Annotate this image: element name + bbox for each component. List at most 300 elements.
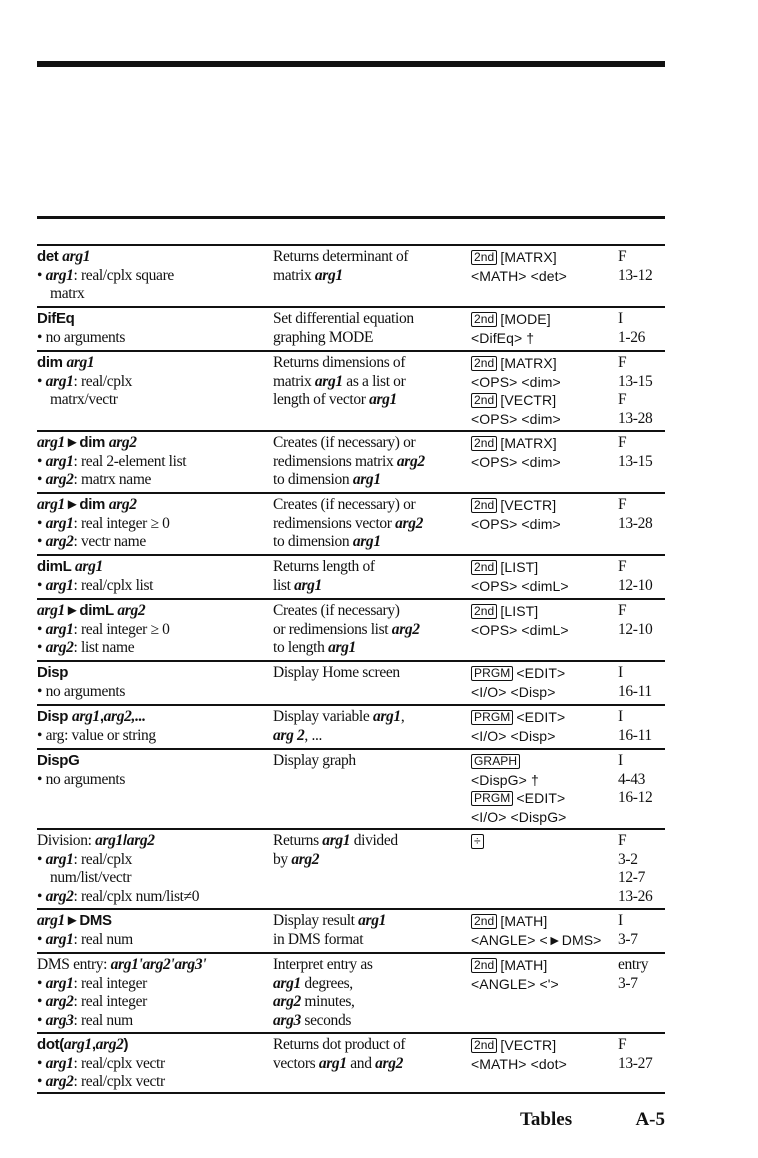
cell-text: arg1 — [314, 372, 343, 390]
cell-text: 13-26 — [618, 887, 653, 905]
calculator-key: PRGM — [471, 666, 513, 681]
cell-line — [618, 888, 652, 907]
cell-line — [37, 373, 132, 392]
cell-line — [471, 496, 561, 515]
calculator-key: 2nd — [471, 1038, 497, 1053]
table-row — [37, 748, 665, 828]
calculator-key: 2nd — [471, 356, 497, 371]
cell-text: ) — [123, 1036, 129, 1053]
cell-c1 — [37, 752, 125, 789]
cell-text: arg1 — [372, 708, 401, 725]
cell-text: vectors — [273, 1054, 319, 1072]
cell-text: / — [122, 832, 127, 849]
cell-line — [273, 391, 405, 410]
cell-text: : real/cplx num/list≠0 — [73, 887, 200, 905]
cell-line — [471, 931, 601, 950]
cell-text: arg1 — [322, 832, 351, 849]
cell-text: : real/cplx — [73, 372, 133, 390]
cell-c2 — [273, 1036, 405, 1073]
cell-line — [37, 558, 153, 577]
cell-line — [273, 1036, 405, 1055]
cell-c2 — [273, 496, 423, 552]
cell-line — [618, 373, 652, 392]
cell-text: • — [37, 1011, 46, 1029]
cell-text: , — [91, 1036, 96, 1053]
calculator-key: 2nd — [471, 914, 497, 929]
cell-text: arg2 — [103, 708, 132, 725]
cell-line — [618, 410, 652, 429]
cell-text: in DMS format — [273, 930, 364, 948]
cell-line — [273, 727, 404, 746]
cell-text: seconds — [300, 1011, 352, 1029]
cell-text: arg2 — [391, 620, 420, 638]
cell-c4 — [618, 248, 652, 285]
cell-line — [273, 248, 408, 267]
cell-text: <EDIT> — [516, 709, 566, 725]
cell-text: arg1'arg2'arg3' — [110, 956, 207, 973]
cell-text: • — [37, 850, 46, 868]
cell-text: • — [37, 639, 46, 656]
cell-text: <OPS> <dimL> — [471, 621, 569, 638]
cell-text: arg2 — [45, 533, 74, 550]
cell-line — [618, 789, 652, 808]
table-row — [37, 952, 665, 1032]
cell-text: : list name — [73, 639, 135, 656]
cell-line — [471, 975, 559, 994]
cell-text: arg2 — [108, 434, 137, 451]
calculator-key: 2nd — [471, 560, 497, 575]
calculator-key: PRGM — [471, 710, 513, 725]
cell-text: 16-11 — [618, 682, 652, 700]
cell-text: 13-12 — [618, 266, 653, 284]
cell-c4 — [618, 602, 652, 639]
cell-line — [273, 993, 373, 1012]
cell-text: dim — [37, 354, 67, 371]
cell-text: • — [37, 533, 46, 550]
calculator-key: 2nd — [471, 250, 497, 265]
cell-line — [471, 832, 487, 851]
cell-text: arg1 — [62, 248, 91, 265]
cell-text: arg 2 — [273, 726, 305, 744]
cell-c4 — [618, 310, 645, 347]
cell-c2 — [273, 434, 425, 490]
cell-line — [37, 639, 170, 658]
calculator-key: 2nd — [471, 312, 497, 327]
cell-line — [618, 453, 652, 472]
cell-line — [37, 888, 199, 907]
cell-text: Display variable — [273, 708, 373, 725]
cell-text: arg3 — [45, 1011, 74, 1029]
cell-text: arg2 — [95, 1036, 124, 1053]
cell-text: <OPS> <dim> — [471, 453, 561, 470]
cell-text: • — [37, 974, 46, 992]
cell-line — [273, 310, 414, 329]
cell-line — [273, 434, 425, 453]
cell-text: [VECTR] — [500, 392, 557, 408]
cell-line — [471, 267, 567, 286]
cell-line — [618, 956, 648, 975]
cell-c2 — [273, 558, 375, 595]
cell-text: : real/cplx vectr — [73, 1073, 165, 1090]
cell-text: • — [37, 266, 46, 284]
cell-line — [618, 869, 652, 888]
calculator-key: 2nd — [471, 436, 497, 451]
cell-text: Returns dimensions of — [273, 354, 406, 371]
cell-text: Returns — [273, 832, 323, 849]
cell-line — [618, 1055, 652, 1074]
cell-line — [618, 771, 652, 790]
cell-text: : real/cplx square — [73, 266, 174, 284]
table-row — [37, 704, 665, 748]
cell-line — [471, 434, 561, 453]
cell-text: arg1 — [45, 266, 74, 284]
cell-c2 — [273, 708, 404, 745]
cell-text: [MATRX] — [500, 249, 557, 265]
cell-text: arg2 — [45, 993, 74, 1010]
cell-line — [37, 1073, 165, 1092]
cell-line — [618, 664, 652, 683]
cell-text: [MATRX] — [500, 435, 557, 451]
cell-line — [273, 496, 423, 515]
cell-line — [618, 912, 638, 931]
cell-line — [471, 310, 551, 329]
cell-text: 16-12 — [618, 789, 653, 806]
cell-line — [618, 832, 652, 851]
cell-text: • — [37, 1073, 46, 1090]
cell-text: Display graph — [273, 752, 356, 769]
cell-text: Display result — [273, 912, 359, 929]
cell-text: 16-11 — [618, 726, 652, 744]
cell-line — [471, 577, 569, 596]
cell-text: Creates (if necessary) — [273, 602, 400, 619]
cell-text: Creates (if necessary) or — [273, 496, 416, 513]
cell-text: arg1 — [63, 1036, 92, 1053]
cell-text: arg1 — [45, 850, 74, 868]
cell-text: Division: — [37, 832, 96, 849]
cell-text: [MATH] — [500, 957, 548, 973]
cell-text: F — [618, 434, 627, 451]
cell-text: arg2 — [395, 514, 424, 532]
cell-c3 — [471, 354, 561, 428]
cell-c4 — [618, 664, 652, 701]
cell-text: entry — [618, 956, 649, 973]
cell-c1 — [37, 310, 125, 347]
cell-text: 13-15 — [618, 452, 653, 470]
cell-text: ►dimL — [64, 602, 118, 619]
cell-line — [37, 727, 156, 746]
table-row — [37, 306, 665, 350]
cell-line — [37, 912, 133, 931]
cell-line — [37, 602, 170, 621]
cell-line — [37, 683, 125, 702]
cell-line — [273, 931, 386, 950]
cell-c3 — [471, 664, 565, 701]
cell-text: as a list or — [342, 372, 406, 390]
cell-c4 — [618, 496, 652, 533]
cell-text: arg1 — [318, 1054, 347, 1072]
cell-text: <OPS> <dim> — [471, 410, 561, 427]
cell-line — [471, 1036, 567, 1055]
cell-text: <ANGLE> <►DMS> — [471, 931, 602, 948]
cell-text: Interpret entry as — [273, 956, 373, 973]
cell-text: Returns determinant of — [273, 248, 409, 265]
cell-text: I — [618, 664, 623, 681]
cell-text: : real/cplx — [73, 850, 133, 868]
cell-line — [618, 434, 652, 453]
cell-c1 — [37, 912, 133, 949]
table-row — [37, 598, 665, 660]
cell-text: 12-7 — [618, 869, 646, 886]
cell-line — [618, 752, 652, 771]
table-row — [37, 430, 665, 492]
cell-c1 — [37, 558, 153, 595]
cell-c3 — [471, 832, 487, 851]
cell-text: F — [618, 248, 627, 265]
cell-line — [273, 1012, 373, 1031]
cell-text: F — [618, 354, 627, 371]
cell-text: F — [618, 496, 627, 513]
cell-text: [MODE] — [500, 311, 551, 327]
cell-text: by — [273, 850, 292, 868]
cell-c1 — [37, 708, 156, 745]
cell-text: 13-15 — [618, 372, 653, 390]
cell-text: 3-2 — [618, 850, 638, 868]
cell-text: I — [618, 752, 623, 769]
cell-text: 1-26 — [618, 328, 646, 346]
cell-text: [LIST] — [500, 559, 539, 575]
cell-line — [618, 1036, 652, 1055]
cell-text: <DifEq> † — [471, 329, 535, 346]
cell-text: • — [37, 993, 46, 1010]
cell-c2 — [273, 832, 398, 869]
cell-text: num/list/vectr — [50, 869, 132, 886]
cell-line — [37, 851, 199, 870]
cell-text: arg1 — [45, 930, 74, 948]
cell-line — [273, 621, 420, 640]
cell-text: • — [37, 887, 46, 905]
cell-c3 — [471, 310, 551, 347]
cell-line — [37, 931, 133, 950]
cell-text: Creates (if necessary) or — [273, 434, 416, 451]
cell-text: <I/O> <Disp> — [471, 683, 556, 700]
cell-text: <OPS> <dim> — [471, 373, 561, 390]
cell-line — [37, 771, 125, 790]
cell-text: arg1 — [37, 496, 65, 513]
cell-text: list — [273, 576, 295, 594]
cell-c1 — [37, 434, 186, 490]
cell-c4 — [618, 752, 652, 808]
calculator-key: GRAPH — [471, 754, 520, 769]
cell-text: : real/cplx vectr — [73, 1054, 165, 1072]
cell-text: dimL — [37, 558, 75, 575]
cell-line — [471, 354, 561, 373]
cell-c3 — [471, 496, 561, 533]
top-thick-rule — [37, 61, 665, 67]
cell-text: arg1 — [45, 452, 74, 470]
cell-text: : real integer ≥ 0 — [73, 620, 170, 638]
cell-text: degrees, — [300, 974, 353, 992]
cell-text: length of vector — [273, 391, 370, 408]
cell-text: arg1 — [352, 533, 381, 550]
function-table — [37, 244, 665, 1094]
cell-c2 — [273, 310, 414, 347]
cell-line — [37, 752, 125, 771]
cell-line — [273, 912, 386, 931]
cell-c1 — [37, 354, 132, 410]
cell-line — [37, 975, 206, 994]
cell-c3 — [471, 956, 559, 993]
cell-line — [618, 248, 652, 267]
cell-c1 — [37, 602, 170, 658]
cell-line — [37, 708, 156, 727]
cell-text: arg1 — [95, 832, 123, 849]
cell-text: arg1 — [45, 1054, 74, 1072]
cell-text: arg2 — [375, 1054, 404, 1072]
cell-line — [273, 558, 375, 577]
cell-text: [LIST] — [500, 603, 539, 619]
cell-text: I — [618, 912, 623, 929]
cell-text: arg1 — [328, 639, 356, 656]
cell-text: DMS entry: — [37, 956, 111, 973]
cell-c3 — [471, 602, 569, 639]
cell-text: DispG — [37, 752, 80, 769]
cell-line — [471, 771, 566, 790]
cell-text: [VECTR] — [500, 1037, 557, 1053]
cell-line — [618, 577, 652, 596]
cell-text: 3-7 — [618, 930, 638, 948]
cell-line — [273, 602, 420, 621]
cell-text: matrix — [273, 372, 315, 390]
calculator-key: 2nd — [471, 498, 497, 513]
cell-text: • no arguments — [37, 770, 126, 788]
calculator-key: 2nd — [471, 958, 497, 973]
cell-line — [471, 391, 561, 410]
cell-text: arg2 — [45, 471, 74, 488]
cell-line — [37, 621, 170, 640]
cell-line — [471, 329, 551, 348]
cell-c3 — [471, 434, 561, 471]
calculator-key: PRGM — [471, 791, 513, 806]
cell-c4 — [618, 956, 648, 993]
cell-text: F — [618, 558, 627, 575]
table-row — [37, 660, 665, 704]
calculator-key: 2nd — [471, 393, 497, 408]
cell-text: <EDIT> — [516, 665, 566, 681]
cell-line — [471, 373, 561, 392]
cell-text: <DispG> † — [471, 771, 539, 788]
cell-text: arg1 — [352, 471, 381, 488]
cell-c2 — [273, 912, 386, 949]
cell-c3 — [471, 708, 565, 745]
cell-line — [37, 267, 174, 286]
cell-line — [618, 558, 652, 577]
cell-c2 — [273, 248, 408, 285]
footer-section: Tables — [520, 1109, 573, 1130]
cell-text: arg2 — [396, 452, 425, 470]
table-top-rule — [37, 216, 665, 219]
cell-line — [37, 1055, 165, 1074]
cell-text: Returns length of — [273, 558, 375, 575]
cell-line — [37, 471, 186, 490]
cell-text: arg1 — [314, 266, 343, 284]
cell-c4 — [618, 832, 652, 906]
cell-c1 — [37, 956, 206, 1030]
cell-text: • no arguments — [37, 328, 126, 346]
cell-text: arg1 — [45, 514, 74, 532]
cell-line — [273, 329, 414, 348]
cell-text: 4-43 — [618, 770, 646, 788]
cell-line — [273, 471, 425, 490]
cell-c2 — [273, 752, 356, 771]
calculator-key: ÷ — [471, 834, 484, 849]
cell-text: ,... — [131, 708, 146, 725]
cell-text: arg2 — [117, 602, 146, 619]
cell-line — [37, 248, 174, 267]
cell-text: 13-27 — [618, 1054, 653, 1072]
cell-text: or redimensions list — [273, 620, 392, 638]
cell-text: redimensions matrix — [273, 452, 397, 470]
cell-text: F — [618, 602, 627, 619]
cell-text: <I/O> <DispG> — [471, 808, 567, 825]
cell-text: <EDIT> — [516, 790, 566, 806]
cell-line — [37, 577, 153, 596]
cell-text: : vectr name — [73, 533, 146, 550]
cell-c1 — [37, 496, 170, 552]
cell-text: • — [37, 452, 46, 470]
cell-text: det — [37, 248, 63, 265]
cell-text: : real/cplx list — [73, 576, 154, 594]
cell-text: F — [618, 1036, 627, 1053]
cell-text: : real integer — [73, 974, 147, 992]
cell-text: Returns dot product of — [273, 1036, 406, 1053]
cell-line — [273, 975, 373, 994]
cell-text: ►dim — [64, 434, 109, 451]
cell-line — [471, 248, 567, 267]
cell-text: , ... — [304, 726, 323, 744]
cell-text: : matrx name — [73, 471, 152, 488]
cell-line — [471, 664, 565, 683]
cell-line — [471, 515, 561, 534]
cell-text: [MATRX] — [500, 355, 557, 371]
cell-text: , — [400, 708, 405, 725]
table-row — [37, 350, 665, 430]
cell-line — [471, 912, 601, 931]
table-row — [37, 554, 665, 598]
cell-c1 — [37, 832, 199, 906]
cell-c2 — [273, 354, 405, 410]
table-row — [37, 492, 665, 554]
cell-text: minutes, — [300, 993, 355, 1010]
cell-text: arg1 — [45, 372, 74, 390]
cell-text: <ANGLE> <'> — [471, 975, 559, 992]
cell-line — [618, 708, 652, 727]
cell-text: <OPS> <dim> — [471, 515, 561, 532]
cell-line — [37, 869, 199, 888]
cell-text: arg2 — [108, 496, 137, 513]
cell-line — [273, 851, 398, 870]
cell-text: : real 2-element list — [73, 452, 187, 470]
cell-line — [37, 533, 170, 552]
table-row — [37, 1032, 665, 1094]
cell-line — [273, 752, 356, 771]
cell-line — [471, 621, 569, 640]
cell-text: arg1 — [37, 912, 65, 929]
cell-line — [37, 1012, 206, 1031]
cell-line — [618, 602, 652, 621]
cell-c4 — [618, 434, 652, 471]
cell-line — [471, 683, 565, 702]
cell-text: Disp — [37, 708, 72, 725]
